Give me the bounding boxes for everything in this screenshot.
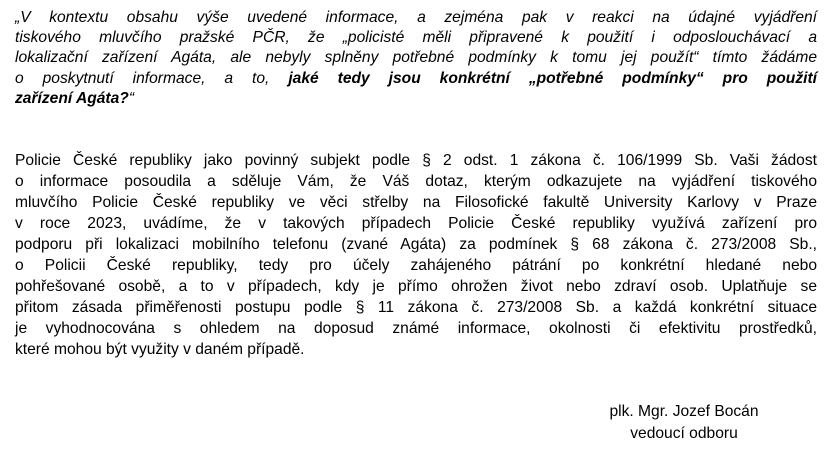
answer-line: Policie České republiky jako povinný subjekt podle § 2 odst. 1 zákona č. 106/1999 Sb. Vaši žádost bbox=[15, 152, 817, 169]
answer-line: podporu při lokalizaci mobilního telefonu (zvané Agáta) za podmínek § 68 zákona č. 273/2008 Sb., bbox=[15, 236, 817, 253]
quote-line-text: o poskytnutí informace, a to, bbox=[15, 70, 289, 87]
quote-line bbox=[15, 89, 817, 109]
answer-line: o informace posoudila a sděluje Vám, že Váš dotaz, kterým odkazujete na vyjádření tiskového bbox=[15, 173, 817, 190]
answer-line: které mohou být využity v daném případě. bbox=[15, 341, 305, 358]
quote-question-bold: jaké tedy jsou konkrétní „potřebné podmínky“ pro použití bbox=[288, 70, 817, 87]
quote-question-bold-end: zařízení Agáta? bbox=[15, 90, 129, 107]
quote-line: lokalizační zařízení Agáta, ale nebyly splněny potřebné podmínky k tomu jej použít“ tímto žádáme bbox=[15, 49, 817, 66]
quote-line: „V kontextu obsahu výše uvedené informace, a zejména pak v reakci na údajné vyjádření bbox=[15, 9, 817, 26]
answer-line: mluvčího Policie České republiky ve věci střelby na Filosofické fakultě University Karlovy v Praze bbox=[15, 194, 817, 211]
signature-title: vedoucí odboru bbox=[630, 425, 738, 442]
answer-line: přitom zásada přiměřenosti postupu podle § 11 zákona č. 273/2008 Sb. a každá konkrétní situace bbox=[15, 299, 817, 316]
signature-name: plk. Mgr. Jozef Bocán bbox=[609, 403, 759, 420]
closing-quote-mark: “ bbox=[128, 90, 135, 107]
quote-line bbox=[15, 69, 817, 89]
answer-line: pohřešované osobě, a to v případech, kdy je přímo ohrožen život nebo zdraví osob. Uplatňuje se bbox=[15, 278, 817, 295]
quote-line: tiskového mluvčího pražské PČR, že „policisté měli připravené k použití i odposlouchávací a bbox=[15, 29, 817, 46]
answer-line: v roce 2023, uvádíme, že v takových případech Policie České republiky využívá zařízení pro bbox=[15, 215, 817, 232]
answer-line: je vyhodnocována s ohledem na doposud známé informace, okolnosti či efektivitu prostředků, bbox=[15, 320, 817, 337]
answer-line: o Policii České republiky, tedy pro účely zahájeného pátrání po konkrétní hledané nebo bbox=[15, 257, 817, 274]
